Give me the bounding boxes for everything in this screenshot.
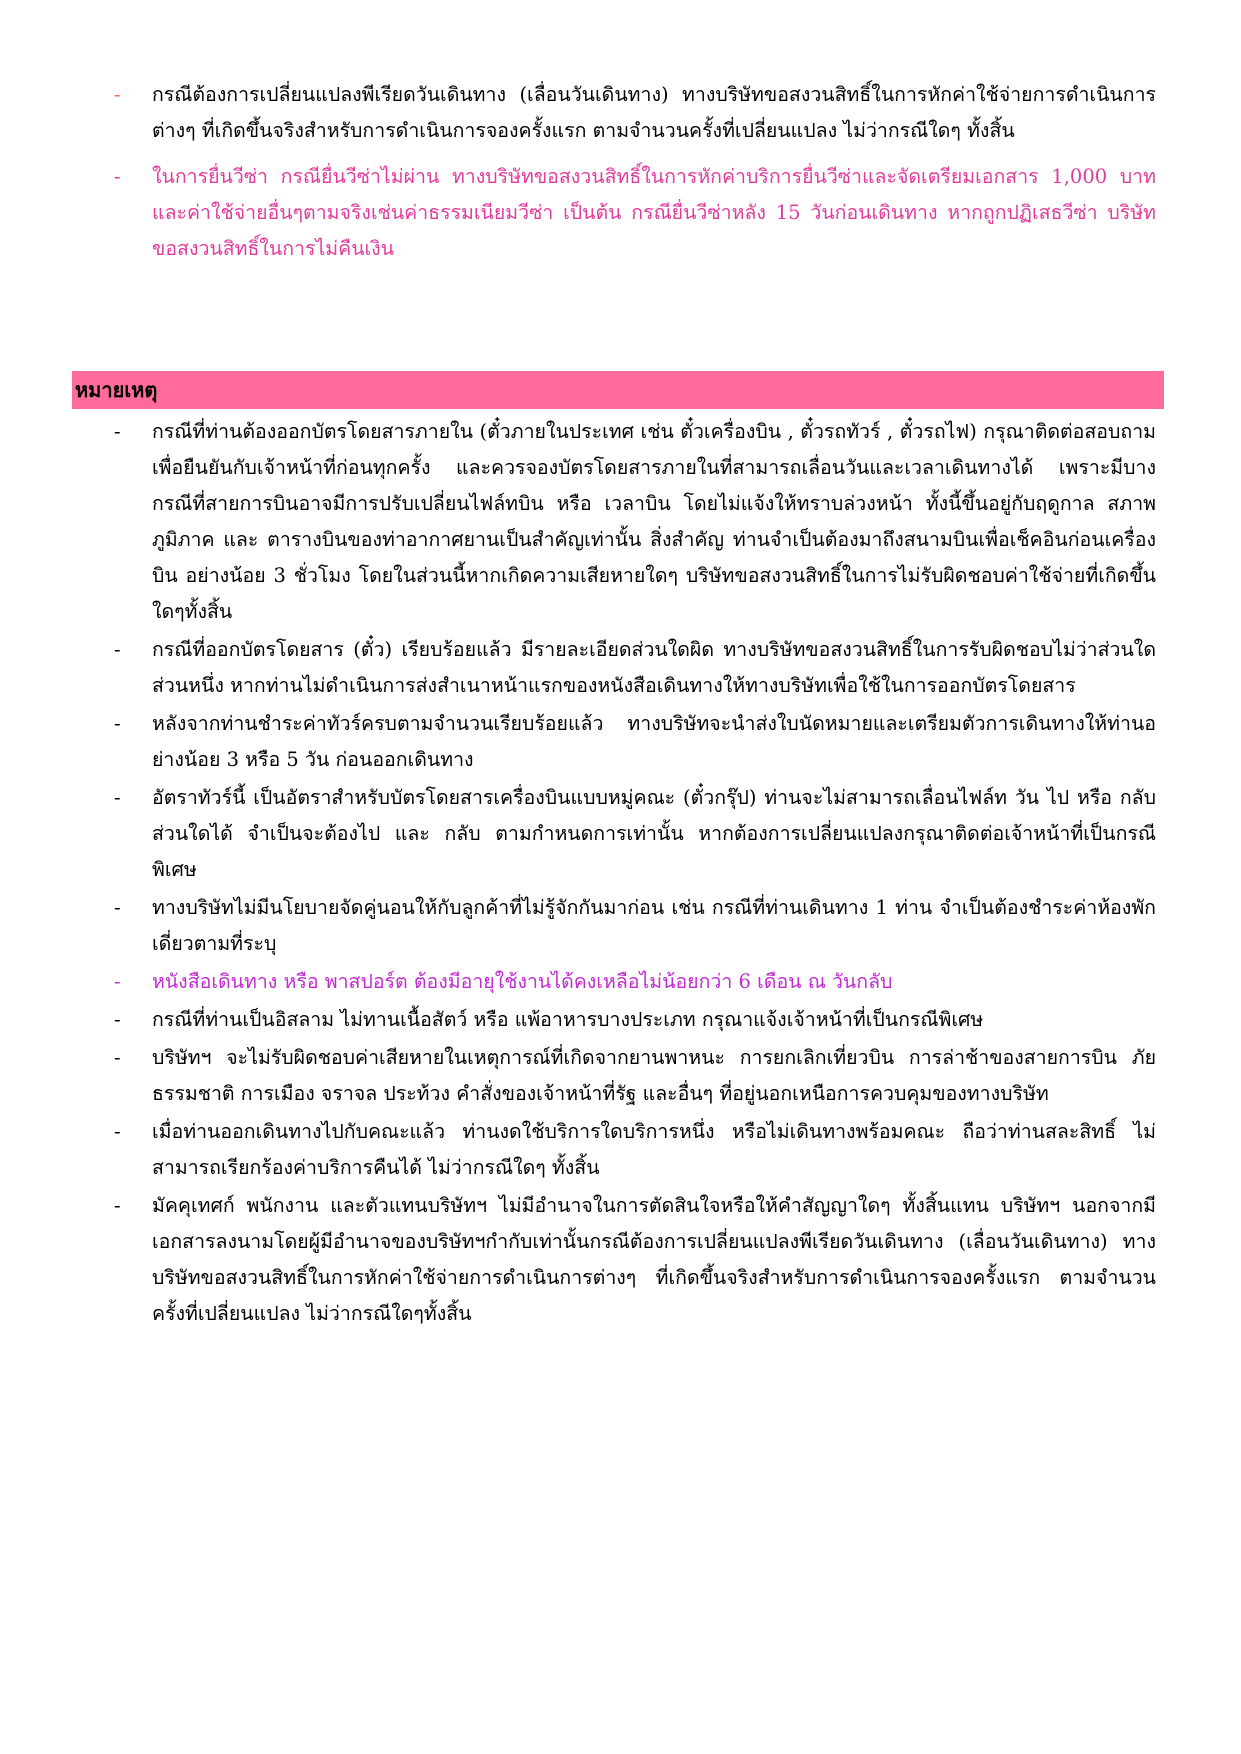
list-bullet: - <box>114 638 121 661</box>
list-item-text: เมื่อท่านออกเดินทางไปกับคณะแล้ว ท่านงดใช้บริการใดบริการหนึ่ง หรือไม่เดินทางพร้อมคณะ ถือว่าท่านสละสิทธิ์ ไม่สามารถเรียกร้องค่าบริการคืนได้ ไม่ว่ากรณีใดๆ ทั้งสิ้น <box>152 1120 1156 1179</box>
notes-list <box>72 414 1164 1334</box>
list-item <box>72 1114 1164 1186</box>
list-item <box>72 1040 1164 1112</box>
list-item <box>72 706 1164 778</box>
list-bullet: - <box>114 83 121 106</box>
list-item-text: หนังสือเดินทาง หรือ พาสปอร์ต ต้องมีอายุใช้งานได้คงเหลือไม่น้อยกว่า 6 เดือน ณ วันกลับ <box>152 970 893 993</box>
list-item-text: กรณีต้องการเปลี่ยนแปลงพีเรียดวันเดินทาง (เลื่อนวันเดินทาง) ทางบริษัทขอสงวนสิทธิ์ในการหักค่าใช้จ่ายการดำเนินการต่างๆ ที่เกิดขึ้นจริงสำหรับการดำเนินการจองครั้งแรก ตามจำนวนครั้งที่เปลี่ยนแปลง ไม่ว่ากรณีใดๆ ทั้งสิ้น <box>152 83 1156 142</box>
list-item-text: อัตราทัวร์นี้ เป็นอัตราสำหรับบัตรโดยสารเครื่องบินแบบหมู่คณะ (ตั๋วกรุ๊ป) ท่านจะไม่สามารถเลื่อนไฟล์ท วัน ไป หรือ กลับส่วนใดได้ จำเป็นจะต้องไป และ กลับ ตามกำหนดการเท่านั้น หากต้องการเปลี่ยนแปลงกรุณาติดต่อเจ้าหน้าที่เป็นกรณีพิเศษ <box>152 786 1156 881</box>
list-item <box>72 780 1164 888</box>
list-item <box>72 159 1164 267</box>
list-bullet: - <box>114 420 121 443</box>
list-item-text: บริษัทฯ จะไม่รับผิดชอบค่าเสียหายในเหตุการณ์ที่เกิดจากยานพาหนะ การยกเลิกเที่ยวบิน การล่าช้าของสายการบิน ภัยธรรมชาติ การเมือง จราจล ประท้วง คำสั่งของเจ้าหน้าที่รัฐ และอื่นๆ ที่อยู่นอกเหนือการควบคุมของทางบริษัท <box>152 1046 1156 1105</box>
conditions-list <box>72 77 1164 267</box>
list-bullet: - <box>114 1046 121 1069</box>
list-item-text: กรณีที่ท่านเป็นอิสลาม ไม่ทานเนื้อสัตว์ หรือ แพ้อาหารบางประเภท กรุณาแจ้งเจ้าหน้าที่เป็นกรณีพิเศษ <box>152 1008 984 1031</box>
list-item-highlighted <box>72 964 1164 1000</box>
list-bullet: - <box>114 970 121 993</box>
list-bullet: - <box>114 1120 121 1143</box>
list-item <box>72 414 1164 630</box>
list-item-text: หลังจากท่านชำระค่าทัวร์ครบตามจำนวนเรียบร้อยแล้ว ทางบริษัทจะนำส่งใบนัดหมายและเตรียมตัวการเดินทางให้ท่านอย่างน้อย 3 หรือ 5 วัน ก่อนออกเดินทาง <box>152 712 1156 771</box>
list-bullet: - <box>114 896 121 919</box>
list-bullet: - <box>114 712 121 735</box>
list-item-text: กรณีที่ออกบัตรโดยสาร (ตั๋ว) เรียบร้อยแล้ว มีรายละเอียดส่วนใดผิด ทางบริษัทขอสงวนสิทธิ์ในการรับผิดชอบไม่ว่าส่วนใดส่วนหนึ่ง หากท่านไม่ดำเนินการส่งสำเนาหน้าแรกของหนังสือเดินทางให้ทางบริษัทเพื่อใช้ในการออกบัตรโดยสาร <box>152 638 1156 697</box>
list-bullet: - <box>114 1194 121 1217</box>
list-item <box>72 632 1164 704</box>
list-item <box>72 77 1164 149</box>
list-bullet: - <box>114 165 121 188</box>
list-bullet: - <box>114 786 121 809</box>
list-item <box>72 890 1164 962</box>
list-item-text: กรณีที่ท่านต้องออกบัตรโดยสารภายใน (ตั๋วภายในประเทศ เช่น ตั๋วเครื่องบิน , ตั๋วรถทัวร์ , ตั๋วรถไฟ) กรุณาติดต่อสอบถามเพื่อยืนยันกับเจ้าหน้าที่ก่อนทุกครั้ง และควรจองบัตรโดยสารภายในที่สามารถเลื่อนวันและเวลาเดินทางได้ เพราะมีบางกรณีที่สายการบินอาจมีการปรับเปลี่ยนไฟล์ทบิน หรือ เวลาบิน โดยไม่แจ้งให้ทราบล่วงหน้า ทั้งนี้ขึ้นอยู่กับฤดูกาล สภาพภูมิภาค และ ตารางบินของท่าอากาศยานเป็นสำคัญเท่านั้น สิ่งสำคัญ ท่านจำเป็นต้องมาถึงสนามบินเพื่อเช็คอินก่อนเครื่องบิน อย่างน้อย 3 ชั่วโมง โดยในส่วนนี้หากเกิดความเสียหายใดๆ บริษัทขอสงวนสิทธิ์ในการไม่รับผิดชอบค่าใช้จ่ายที่เกิดขึ้นใดๆทั้งสิ้น <box>152 420 1156 623</box>
list-item <box>72 1002 1164 1038</box>
notes-title: หมายเหตุ <box>75 378 158 402</box>
list-item <box>72 1188 1164 1332</box>
list-item-text: ทางบริษัทไม่มีนโยบายจัดคู่นอนให้กับลูกค้าที่ไม่รู้จักกันมาก่อน เช่น กรณีที่ท่านเดินทาง 1 ท่าน จำเป็นต้องชำระค่าห้องพักเดี่ยวตามที่ระบุ <box>152 896 1156 955</box>
list-item-text: ในการยื่นวีซ่า กรณียื่นวีซ่าไม่ผ่าน ทางบริษัทขอสงวนสิทธิ์ในการหักค่าบริการยื่นวีซ่าและจัดเตรียมเอกสาร 1,000 บาทและค่าใช้จ่ายอื่นๆตามจริงเช่นค่าธรรมเนียมวีซ่า เป็นต้น กรณียื่นวีซ่าหลัง 15 วันก่อนเดินทาง หากถูกปฏิเสธวีซ่า บริษัทขอสงวนสิทธิ์ในการไม่คืนเงิน <box>152 165 1156 260</box>
notes-header-bar <box>72 371 1164 409</box>
list-item-text: มัคคุเทศก์ พนักงาน และตัวแทนบริษัทฯ ไม่มีอำนาจในการตัดสินใจหรือให้คำสัญญาใดๆ ทั้งสิ้นแทน บริษัทฯ นอกจากมีเอกสารลงนามโดยผู้มีอำนาจของบริษัทฯกำกับเท่านั้นกรณีต้องการเปลี่ยนแปลงพีเรียดวันเดินทาง (เลื่อนวันเดินทาง) ทางบริษัทขอสงวนสิทธิ์ในการหักค่าใช้จ่ายการดำเนินการต่างๆ ที่เกิดขึ้นจริงสำหรับการดำเนินการจองครั้งแรก ตามจำนวนครั้งที่เปลี่ยนแปลง ไม่ว่ากรณีใดๆทั้งสิ้น <box>152 1194 1156 1325</box>
list-bullet: - <box>114 1008 121 1031</box>
